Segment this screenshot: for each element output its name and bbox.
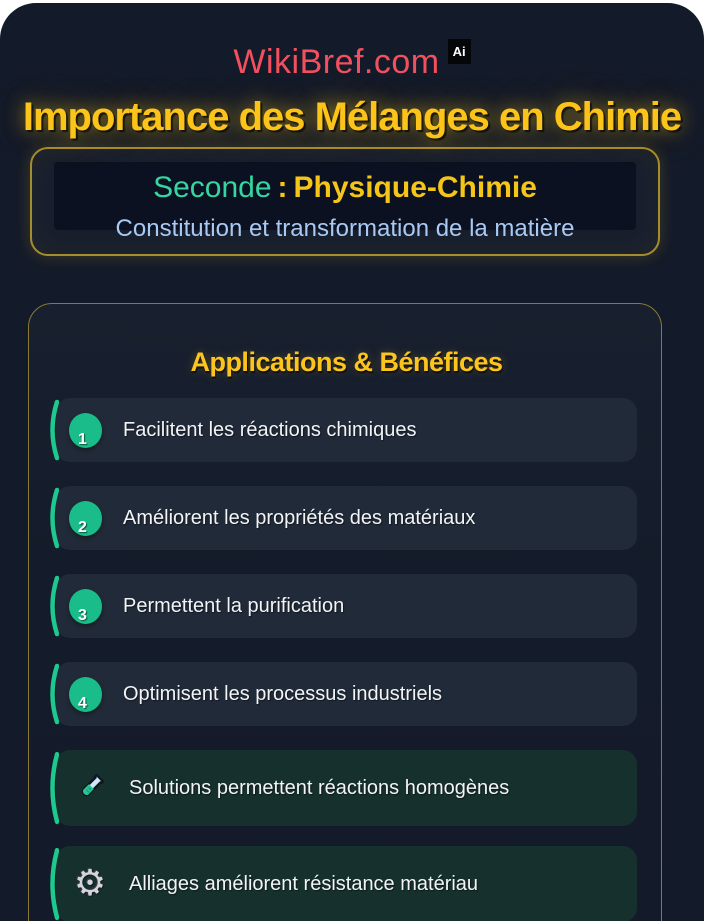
benefits-card xyxy=(28,303,662,921)
course-separator: : xyxy=(277,171,288,204)
course-info-box xyxy=(30,147,660,256)
item-number-badge xyxy=(69,413,102,448)
benefit-text: Permettent la purification xyxy=(123,595,345,617)
benefit-text: Facilitent les réactions chimiques xyxy=(123,419,417,441)
item-number: 3 xyxy=(78,606,87,624)
course-level-line xyxy=(62,172,628,204)
section-heading: Applications & Bénéfices xyxy=(190,347,503,377)
example-text: Alliages améliorent résistance matériau xyxy=(129,873,479,895)
item-number-badge xyxy=(69,677,102,712)
benefit-item-2 xyxy=(56,486,637,550)
benefit-item-3 xyxy=(56,574,637,638)
left-bracket-icon xyxy=(47,663,59,725)
item-number: 1 xyxy=(78,430,87,448)
left-bracket-icon xyxy=(47,847,59,921)
item-number: 4 xyxy=(78,694,87,712)
site-header xyxy=(0,43,704,82)
example-text: Solutions permettent réactions homogènes xyxy=(129,777,510,799)
infographic-page xyxy=(0,3,704,921)
left-bracket-icon xyxy=(47,487,59,549)
course-subject: Physique-Chimie xyxy=(293,171,537,204)
benefit-item-4 xyxy=(56,662,637,726)
benefit-text: Optimisent les processus industriels xyxy=(123,683,443,705)
item-number-badge xyxy=(69,501,102,536)
left-bracket-icon xyxy=(47,575,59,637)
example-item-alliages xyxy=(56,846,637,921)
ai-badge: Ai xyxy=(448,39,471,64)
item-number: 2 xyxy=(78,518,87,536)
course-level: Seconde xyxy=(153,171,272,204)
course-theme: Constitution et transformation de la matière xyxy=(115,215,575,242)
benefit-item-1 xyxy=(56,398,637,462)
benefit-text: Améliorent les propriétés des matériaux xyxy=(123,507,476,529)
test-tube-icon xyxy=(72,770,108,806)
example-item-solutions xyxy=(56,750,637,826)
left-bracket-icon xyxy=(47,399,59,461)
site-name-link[interactable]: WikiBref.com xyxy=(233,43,440,81)
item-number-badge xyxy=(69,589,102,624)
gear-icon: ⚙ xyxy=(73,863,107,904)
page-title: Importance des Mélanges en Chimie xyxy=(22,95,682,139)
left-bracket-icon xyxy=(47,751,59,825)
